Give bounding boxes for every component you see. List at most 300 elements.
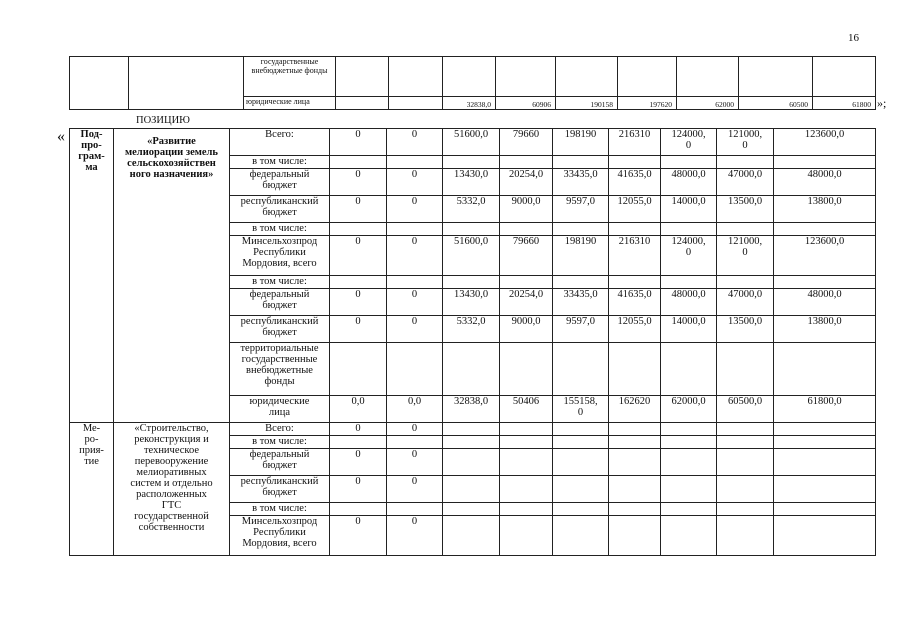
value-cell [661, 343, 717, 396]
value-cell [774, 503, 876, 516]
text-line: в том числе: [252, 503, 307, 514]
value-cell [443, 276, 500, 289]
value-text: 162620 [618, 396, 651, 407]
value-text: 5332,0 [456, 196, 486, 207]
text-line: «Развитие [147, 136, 196, 147]
value-cell [387, 316, 443, 343]
text-line: бюджет [262, 300, 297, 311]
opening-quote: « [57, 128, 65, 145]
value-cell [553, 503, 609, 516]
value-cell [500, 476, 553, 503]
funding-source-cell [230, 196, 330, 223]
text-line: бюджет [262, 327, 297, 338]
value-cell [443, 449, 500, 476]
value-text: 14000,0 [671, 196, 706, 207]
value-cell [553, 169, 609, 196]
value-text: 123600,0 [804, 129, 845, 140]
value-cell [717, 449, 774, 476]
value-cell [443, 423, 500, 436]
value-cell [774, 129, 876, 156]
value-cell [500, 449, 553, 476]
value-text: 79660 [512, 236, 540, 247]
table-row [70, 57, 876, 97]
table-row [70, 423, 876, 436]
funding-source-cell [230, 156, 330, 169]
text-line: перевооружение [134, 456, 209, 467]
text-line: фонды [264, 376, 295, 387]
value-cell [774, 196, 876, 223]
value-cell [774, 396, 876, 423]
text-line: ГТС [161, 500, 182, 511]
text-line: «Строительство, [134, 423, 209, 434]
text-line: прия- [79, 445, 104, 456]
value-cell [609, 516, 661, 556]
value-cell [387, 289, 443, 316]
value-cell [774, 223, 876, 236]
text-line: бюджет [262, 207, 297, 218]
value-text: 0 [411, 289, 418, 300]
value-cell [330, 276, 387, 289]
text-line: бюджет [262, 460, 297, 471]
funding-source-cell [230, 343, 330, 396]
text-line: тие [84, 456, 99, 467]
text-line: реконструкция и [134, 434, 209, 445]
text-line: Мордовия, всего [242, 258, 317, 269]
text-line: Всего: [265, 423, 294, 434]
value-cell [500, 276, 553, 289]
value-cell [500, 129, 553, 156]
value-text: 32838,0 [453, 396, 489, 407]
value-text: 0 [411, 423, 418, 434]
value-text: 48000,0 [671, 169, 706, 180]
value-cell [330, 169, 387, 196]
value-cell [330, 423, 387, 436]
value-text: 155158, [563, 396, 598, 407]
text-line: грам- [78, 151, 105, 162]
value-cell [609, 396, 661, 423]
text-line: ро- [84, 434, 99, 445]
value-cell [443, 236, 500, 276]
value-text: 0 [411, 129, 418, 140]
value-cell [609, 436, 661, 449]
text-line: в том числе: [252, 436, 307, 447]
value-text: 41635,0 [617, 169, 652, 180]
value-text: 41635,0 [617, 289, 652, 300]
funding-source-cell [230, 476, 330, 503]
value-text: 0 [411, 236, 418, 247]
value-cell [330, 236, 387, 276]
text-line: расположенных [136, 489, 207, 500]
value-text: 124000, [671, 236, 706, 247]
value-text: 48000,0 [671, 289, 706, 300]
value-text: 0 [355, 516, 361, 527]
value-cell [661, 503, 717, 516]
value-text: 9000,0 [511, 196, 541, 207]
value-text: 121000, [727, 236, 763, 247]
value-cell: 32838,0 [443, 97, 496, 110]
value-cell [330, 503, 387, 516]
value-text: 13430,0 [453, 289, 489, 300]
item-name-cell [114, 423, 230, 556]
text-line: сельскохозяйствен [127, 158, 216, 169]
value-cell [387, 129, 443, 156]
text-line: юридические [249, 396, 310, 407]
value-cell [717, 516, 774, 556]
value-cell [553, 156, 609, 169]
value-cell [774, 516, 876, 556]
value-text: 13500,0 [727, 316, 763, 327]
value-cell [500, 289, 553, 316]
value-text: 0 [685, 140, 692, 151]
value-cell [774, 449, 876, 476]
value-cell [717, 196, 774, 223]
value-cell [553, 516, 609, 556]
value-cell [774, 276, 876, 289]
value-text: 0 [355, 129, 361, 140]
value-cell [387, 503, 443, 516]
value-cell [330, 156, 387, 169]
value-cell [387, 223, 443, 236]
value-cell [661, 196, 717, 223]
value-cell [774, 476, 876, 503]
value-cell [443, 396, 500, 423]
text-line: территориальные [240, 343, 319, 354]
value-cell [661, 449, 717, 476]
funding-source-cell [230, 516, 330, 556]
value-text: 0 [355, 289, 361, 300]
value-cell [443, 196, 500, 223]
value-cell [387, 169, 443, 196]
value-cell [387, 449, 443, 476]
value-cell [609, 423, 661, 436]
value-cell [553, 289, 609, 316]
value-cell [717, 316, 774, 343]
value-text: 12055,0 [617, 316, 652, 327]
value-cell [661, 423, 717, 436]
value-text: 47000,0 [727, 169, 763, 180]
value-text: 5332,0 [456, 316, 486, 327]
funding-source-cell [230, 289, 330, 316]
value-text: 13500,0 [727, 196, 763, 207]
text-line: Ме- [82, 423, 101, 434]
value-cell [443, 156, 500, 169]
value-cell [443, 516, 500, 556]
value-cell [500, 516, 553, 556]
value-cell [609, 289, 661, 316]
value-text: 48000,0 [807, 289, 842, 300]
text-line: систем и отдельно [130, 478, 213, 489]
value-cell [553, 343, 609, 396]
value-text: 0 [411, 449, 418, 460]
value-cell [553, 129, 609, 156]
value-cell [553, 476, 609, 503]
value-text: 0 [411, 316, 418, 327]
value-cell [443, 223, 500, 236]
value-cell [661, 236, 717, 276]
value-text: 0 [355, 196, 361, 207]
value-cell [609, 476, 661, 503]
text-line: ного назначения» [129, 169, 214, 180]
value-cell [387, 436, 443, 449]
text-line: техническое [143, 445, 200, 456]
value-cell [609, 156, 661, 169]
funding-source-cell [230, 316, 330, 343]
value-cell [443, 436, 500, 449]
value-cell [330, 396, 387, 423]
funding-source-cell [230, 169, 330, 196]
value-cell [609, 316, 661, 343]
value-cell [500, 196, 553, 223]
value-cell [387, 396, 443, 423]
value-cell [661, 476, 717, 503]
value-text: 0 [355, 169, 361, 180]
value-cell [609, 449, 661, 476]
text-line: федеральный [249, 169, 310, 180]
text-line: мелиоративных [136, 467, 207, 478]
value-cell [443, 169, 500, 196]
value-text: 216310 [618, 236, 651, 247]
value-cell [330, 129, 387, 156]
table-row [70, 129, 876, 156]
value-cell: 60500 [739, 97, 813, 110]
value-cell [443, 503, 500, 516]
text-line: внебюджетные [246, 365, 313, 376]
text-line: республиканский [240, 196, 319, 207]
value-cell [500, 436, 553, 449]
value-text: 0 [355, 476, 361, 487]
text-line: лица [268, 407, 291, 418]
value-cell: 60906 [496, 97, 556, 110]
value-cell [443, 476, 500, 503]
text-line: в том числе: [252, 223, 307, 234]
closing-mark: »; [877, 96, 887, 110]
value-text: 0 [411, 196, 418, 207]
value-cell [609, 196, 661, 223]
value-cell [609, 223, 661, 236]
value-text: 13430,0 [453, 169, 489, 180]
value-cell [774, 156, 876, 169]
text-line: государственной [134, 511, 209, 522]
value-text: 33435,0 [563, 289, 598, 300]
value-text: 0 [355, 236, 361, 247]
text-line: Минсельхозпрод [241, 516, 318, 527]
text-line: федеральный [249, 449, 310, 460]
value-cell [774, 169, 876, 196]
value-cell [661, 436, 717, 449]
value-cell [330, 196, 387, 223]
value-cell [774, 423, 876, 436]
value-text: 121000, [727, 129, 763, 140]
value-text: 51600,0 [453, 236, 489, 247]
value-cell [553, 396, 609, 423]
value-cell [661, 223, 717, 236]
value-cell [443, 343, 500, 396]
value-cell [609, 503, 661, 516]
value-cell [661, 516, 717, 556]
value-text: 48000,0 [807, 169, 842, 180]
value-cell [553, 276, 609, 289]
value-cell [387, 423, 443, 436]
value-text: 20254,0 [508, 289, 544, 300]
text-line: Мордовия, всего [242, 538, 317, 549]
value-cell [330, 223, 387, 236]
text-line: Всего: [265, 129, 294, 140]
funding-source-cell [230, 223, 330, 236]
text-line: в том числе: [252, 156, 307, 167]
value-cell [609, 129, 661, 156]
value-cell: 197620 [618, 97, 677, 110]
value-cell [330, 343, 387, 396]
value-cell [717, 156, 774, 169]
value-cell [387, 516, 443, 556]
value-text: 216310 [618, 129, 651, 140]
value-text: 124000, [671, 129, 706, 140]
value-cell [553, 236, 609, 276]
funding-source-cell [230, 129, 330, 156]
source-cell: государственные внебюджетные фонды [244, 57, 336, 97]
value-text: 198190 [564, 129, 597, 140]
value-cell [330, 449, 387, 476]
value-cell [661, 129, 717, 156]
value-cell [609, 236, 661, 276]
value-text: 0 [742, 247, 748, 258]
value-cell [717, 396, 774, 423]
text-line: республиканский [240, 316, 319, 327]
value-cell [500, 316, 553, 343]
value-text: 79660 [512, 129, 540, 140]
value-cell [774, 436, 876, 449]
text-line: Под- [80, 129, 103, 140]
value-cell [717, 129, 774, 156]
funding-source-cell [230, 276, 330, 289]
value-cell [717, 436, 774, 449]
value-cell [717, 223, 774, 236]
value-cell [553, 423, 609, 436]
value-cell: 62000 [677, 97, 739, 110]
value-cell [717, 423, 774, 436]
value-cell [661, 289, 717, 316]
funding-source-cell [230, 449, 330, 476]
value-text: 0,0 [407, 396, 422, 407]
value-cell [553, 223, 609, 236]
text-line: собственности [138, 522, 205, 533]
source-cell: юридические лица [244, 97, 336, 110]
value-cell [387, 276, 443, 289]
value-cell [443, 316, 500, 343]
value-cell [330, 289, 387, 316]
text-line: про- [81, 140, 102, 151]
value-cell [387, 236, 443, 276]
value-cell [387, 196, 443, 223]
value-cell [500, 396, 553, 423]
value-text: 9597,0 [566, 316, 595, 327]
value-cell [717, 476, 774, 503]
value-text: 0 [411, 516, 418, 527]
value-text: 33435,0 [563, 169, 598, 180]
text-line: федеральный [249, 289, 310, 300]
value-cell [774, 343, 876, 396]
value-cell [609, 276, 661, 289]
item-kind-cell [70, 423, 114, 556]
value-text: 20254,0 [508, 169, 544, 180]
value-cell [500, 169, 553, 196]
value-text: 9597,0 [566, 196, 595, 207]
value-text: 0 [411, 476, 418, 487]
funding-source-cell [230, 436, 330, 449]
value-cell [717, 343, 774, 396]
value-text: 0 [577, 407, 584, 418]
value-cell [500, 236, 553, 276]
value-cell [553, 449, 609, 476]
value-cell [500, 156, 553, 169]
funding-source-cell [230, 503, 330, 516]
funding-source-cell [230, 423, 330, 436]
value-cell [387, 476, 443, 503]
value-cell [387, 156, 443, 169]
value-cell [330, 476, 387, 503]
text-line: Республики [253, 527, 306, 538]
value-text: 50406 [512, 396, 540, 407]
text-line: бюджет [262, 487, 297, 498]
value-cell [661, 156, 717, 169]
top-fragment-table [69, 56, 876, 110]
value-text: 0 [685, 247, 692, 258]
text-line: государственные [241, 354, 318, 365]
value-cell [500, 343, 553, 396]
funding-source-cell [230, 396, 330, 423]
value-text: 0 [355, 423, 361, 434]
value-cell [774, 289, 876, 316]
value-cell [553, 436, 609, 449]
value-cell [500, 423, 553, 436]
value-text: 0 [742, 140, 748, 151]
item-kind-cell [70, 129, 114, 423]
value-cell [500, 223, 553, 236]
value-cell: 190158 [556, 97, 618, 110]
text-line: Минсельхозпрод [241, 236, 318, 247]
value-text: 0 [355, 316, 361, 327]
value-cell [661, 396, 717, 423]
value-cell [717, 236, 774, 276]
page-number: 16 [848, 32, 859, 44]
value-cell [330, 316, 387, 343]
value-text: 60500,0 [727, 396, 763, 407]
text-line: в том числе: [252, 276, 307, 287]
main-table [69, 128, 876, 556]
text-line: республиканский [240, 476, 319, 487]
value-text: 62000,0 [671, 396, 706, 407]
value-cell [609, 169, 661, 196]
value-cell [330, 436, 387, 449]
value-text: 123600,0 [804, 236, 845, 247]
value-cell [717, 289, 774, 316]
value-text: 198190 [564, 236, 597, 247]
text-line: ма [85, 162, 98, 173]
value-cell [774, 236, 876, 276]
value-text: 51600,0 [453, 129, 489, 140]
value-cell [443, 289, 500, 316]
funding-source-cell [230, 236, 330, 276]
value-cell: 61800 [813, 97, 876, 110]
value-cell [553, 196, 609, 223]
position-label: ПОЗИЦИЮ [136, 115, 190, 126]
value-cell [387, 343, 443, 396]
value-cell [661, 276, 717, 289]
text-line: бюджет [262, 180, 297, 191]
value-text: 0 [355, 449, 361, 460]
value-text: 9000,0 [511, 316, 541, 327]
value-cell [661, 169, 717, 196]
